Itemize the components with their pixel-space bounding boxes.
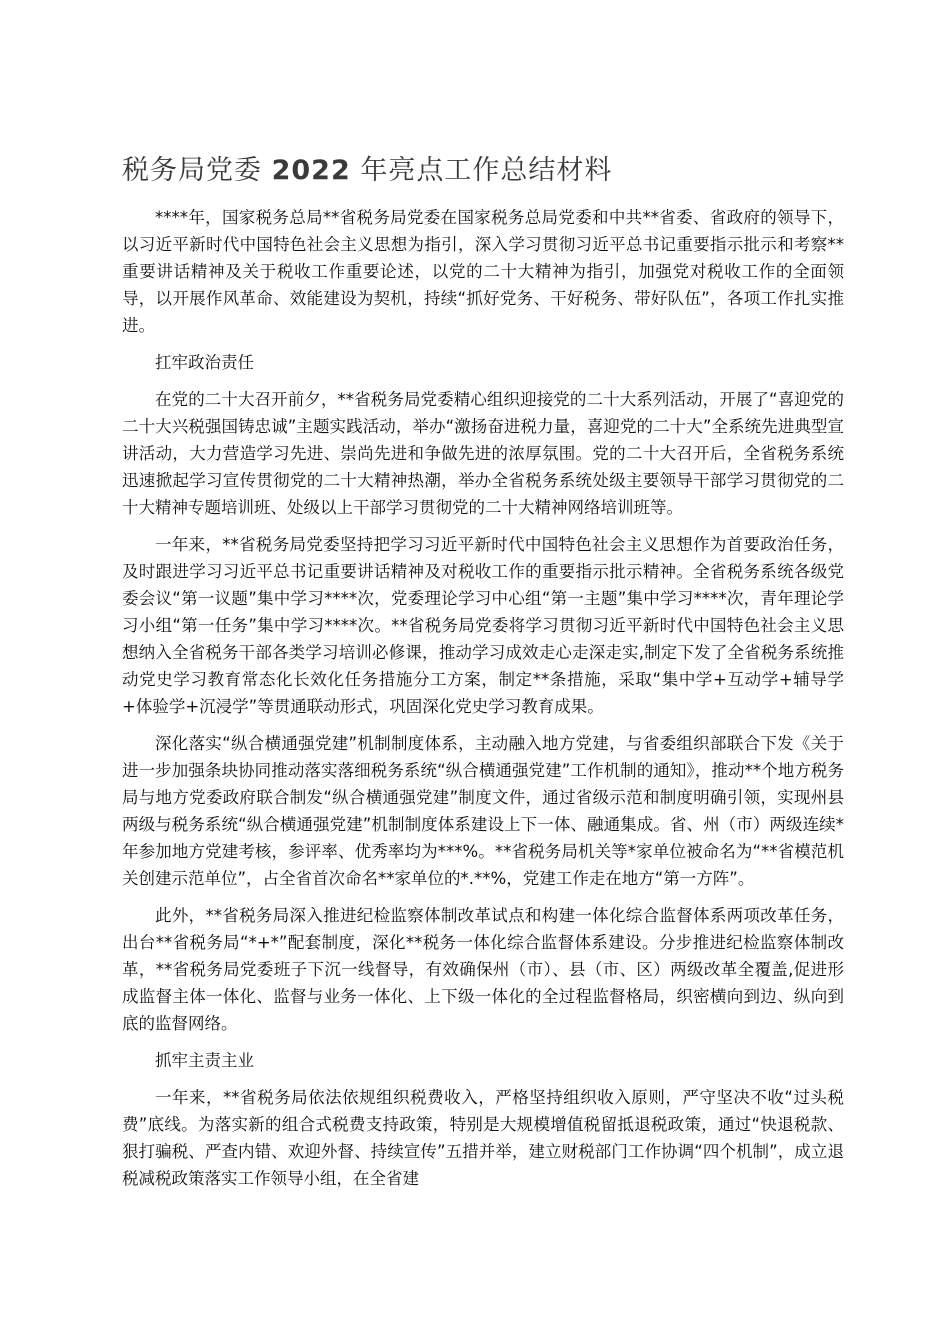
title-suffix: 年亮点工作总结材料 (360, 155, 613, 186)
title-prefix: 税务局党委 (122, 155, 262, 186)
section-heading-main-duty: 抓牢主责主业 (155, 1051, 254, 1070)
document-title (122, 150, 612, 192)
paragraph: 此外，**省税务局深入推进纪检监察体制改革试点和构建一体化综合监督体系两项改革任务，出台**省税务局“*+*”配套制度，深化**税务一体化综合监督体系建设。分步推进纪检监察体制改革，**省税务局党委班子下沉一线督导，有效确保州（市）、县（市、区）两级改革全覆盖,促进形成监督主体一体化、监督与业务一体化、上下级一体化的全过程监督格局，织密横向到边、纵向到底的监督网络。 (122, 906, 844, 1033)
title-year: 2022 (271, 155, 351, 186)
section-heading-political: 扛牢政治责任 (155, 353, 254, 372)
paragraph: 一年来，**省税务局依法依规组织税费收入，严格坚持组织收入原则，严守坚决不收“过头税费”底线。为落实新的组合式税费支持政策，特别是大规模增值税留抵退税政策，通过“快退税款、狠打骗税、严查内错、欢迎外督、持续宣传”五措并举，建立财税部门工作协调“四个机制”，成立退税减税政策落实工作领导小组，在全省建 (122, 1088, 844, 1188)
paragraph-intro: ****年，国家税务总局**省税务局党委在国家税务总局党委和中共**省委、省政府的领导下，以习近平新时代中国特色社会主义思想为指引，深入学习贯彻习近平总书记重要指示批示和考察**重要讲话精神及关于税收工作重要论述，以党的二十大精神为指引，加强党对税收工作的全面领导，以开展作风革命、效能建设为契机，持续“抓好党务、干好税务、带好队伍”，各项工作扎实推进。 (122, 208, 844, 335)
document-body (122, 204, 844, 1202)
paragraph: 深化落实“纵合横通强党建”机制制度体系，主动融入地方党建，与省委组织部联合下发《关于进一步加强条块协同推动落实落细税务系统“纵合横通强党建”工作机制的通知》，推动**个地方税务局与地方党委政府联合制发“纵合横通强党建”制度文件，通过省级示范和制度明确引领，实现州县两级与税务系统“纵合横通强党建”机制制度体系建设上下一体、融通集成。省、州（市）两级连续*年参加地方党建考核，参评率、优秀率均为***%。**省税务局机关等*家单位被命名为“**省模范机关创建示范单位”，占全省首次命名**家单位的*.**%，党建工作走在地方“第一方阵”。 (122, 734, 844, 888)
paragraph: 一年来，**省税务局党委坚持把学习习近平新时代中国特色社会主义思想作为首要政治任务，及时跟进学习习近平总书记重要讲话精神及对税收工作的重要指示批示精神。全省税务系统各级党委会议“第一议题”集中学习****次，党委理论学习中心组“第一主题”集中学习****次，青年理论学习小组“第一任务”集中学习****次。**省税务局党委将学习贯彻习近平新时代中国特色社会主义思想纳入全省税务干部各类学习培训必修课，推动学习成效走心走深走实,制定下发了全省税务系统推动党史学习教育常态化长效化任务措施分工方案，制定**条措施，采取“集中学+互动学+辅导学+体验学+沉浸学”等贯通联动形式，巩固深化党史学习教育成果。 (122, 535, 844, 716)
paragraph: 在党的二十大召开前夕，**省税务局党委精心组织迎接党的二十大系列活动，开展了“喜迎党的二十大兴税强国铸忠诚”主题实践活动，举办“激扬奋进税力量，喜迎党的二十大”全系统先进典型宣讲活动，大力营造学习先进、崇尚先进和争做先进的浓厚氛围。党的二十大召开后，全省税务系统迅速掀起学习宣传贯彻党的二十大精神热潮，举办全省税务系统处级主要领导干部学习贯彻党的二十大精神专题培训班、处级以上干部学习贯彻党的二十大精神网络培训班等。 (122, 390, 844, 517)
